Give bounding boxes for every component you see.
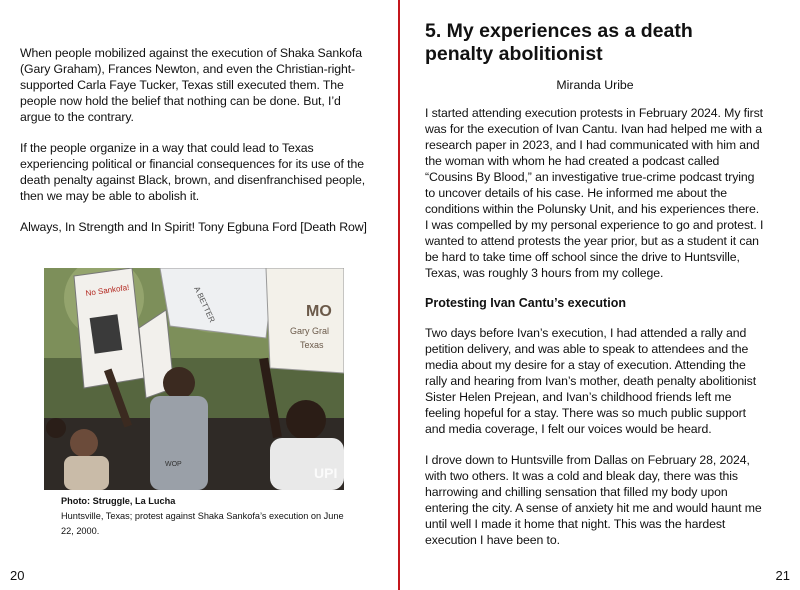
photo-caption xyxy=(61,494,351,539)
page-number-left: 20 xyxy=(10,568,25,583)
photo-credit: Photo: Struggle, La Lucha xyxy=(61,496,176,506)
protest-photo-illustration xyxy=(44,268,344,490)
body-paragraph: I started attending execution protests in February 2024. My first was for the execution of Ivan Cantu. Ivan had helped me with a research paper in 2023, and I had communicated with him and the woman with whom he had created a podcast called “Cousins By Blood,” an investigative true-crime podcast trying to uncover details of his case. He informed me about the conditions within the Polunsky Unit, and his experiences there. I was compelled by my personal experience to go and protest. I wanted to attend protests the year prior, but as a student it can be hard to take time off school since the drive to Huntsville, Texas, was roughly 3 hours from my college. xyxy=(425,106,764,280)
right-text-column xyxy=(425,20,765,563)
section-heading: Protesting Ivan Cantu’s execution xyxy=(425,296,626,310)
chapter-title: 5. My experiences as a death penalty abolitionist xyxy=(425,20,693,65)
body-paragraph: Always, In Strength and In Spirit! Tony Egbuna Ford [Death Row] xyxy=(20,220,367,234)
right-page xyxy=(401,0,800,590)
body-paragraph: If the people organize in a way that could lead to Texas experiencing political or financial consequences for its use of the death penalty against Black, brown, and disenfranchised people, then we may be able to abolish it. xyxy=(20,141,366,203)
sign-text: Texas xyxy=(300,340,324,350)
sign-text: Gary Gral xyxy=(290,326,330,336)
protest-photo xyxy=(44,268,344,490)
sign-text: No Sankofa! xyxy=(85,282,130,298)
sign-text: MO xyxy=(306,303,332,320)
page-number-right: 21 xyxy=(775,568,790,583)
body-paragraph: When people mobilized against the execution of Shaka Sankofa (Gary Graham), Frances Newton, and even the Christian-right-supported Carla Faye Tucker, Texas still executed them. The people now hold the belief that nothing can be done. But, I’d argue to the contrary. xyxy=(20,46,362,124)
caption-text: Huntsville, Texas; protest against Shaka Sankofa’s execution on June 22, 2000. xyxy=(61,511,344,536)
sign-text: A BETTER xyxy=(192,285,217,324)
left-page xyxy=(0,0,399,590)
left-text-column xyxy=(20,45,372,250)
author-name: Miranda Uribe xyxy=(556,78,634,92)
page-divider xyxy=(398,0,400,590)
body-paragraph: Two days before Ivan’s execution, I had attended a rally and petition delivery, and was able to speak to attendees and the media about my desire for a stay of execution. Attending the rally and hearing from Ivan’s mother, death penalty abolitionist Sister Helen Prejean, and Ivan’s childhood friends left me feeling hopeful for a stay. There was so much public support and media coverage, I felt our voices would be heard. xyxy=(425,326,757,436)
body-paragraph: I drove down to Huntsville from Dallas on February 28, 2024, with two others. It was a cold and bleak day, there was this harrowing and chilling sensation that filled my body upon entering the city. A sense of anxiety hit me and would haunt me until well I made it home that night. This was the hardest execution I have been to. xyxy=(425,453,762,547)
sign-text: WOP xyxy=(165,461,182,468)
watermark-text: UPI xyxy=(314,465,338,481)
